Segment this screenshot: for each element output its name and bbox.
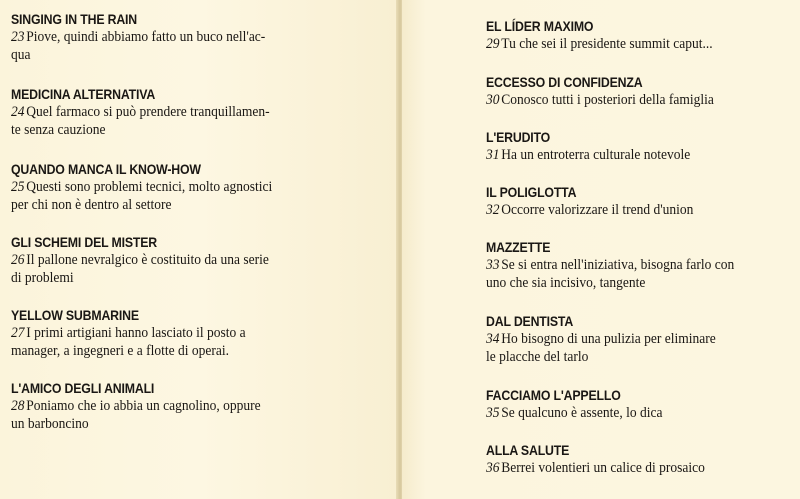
entry-25 <box>11 161 391 214</box>
entry-26 <box>11 234 391 287</box>
entry-35 <box>486 387 800 422</box>
entry-text-line: 27 I primi artigiani hanno lasciato il posto a <box>11 325 246 341</box>
entry-29 <box>486 18 800 53</box>
entry-number: 27 <box>11 325 25 341</box>
entry-number: 34 <box>486 331 500 347</box>
entry-title: IL POLIGLOTTA <box>486 184 577 200</box>
entry-title: QUANDO MANCA IL KNOW-HOW <box>11 161 201 177</box>
entry-number: 28 <box>11 398 25 414</box>
entry-27 <box>11 307 391 360</box>
entry-text-line: 25 Questi sono problemi tecnici, molto agnostici <box>11 179 273 195</box>
entry-number: 33 <box>486 257 500 273</box>
entry-32 <box>486 184 800 219</box>
entry-28 <box>11 380 391 433</box>
entry-text-line: 23 Piove, quindi abbiamo fatto un buco nell'ac- <box>11 29 266 45</box>
entry-text-line: 34 Ho bisogno di una pulizia per eliminare <box>486 331 716 347</box>
entry-number: 35 <box>486 405 500 421</box>
entry-number: 24 <box>11 104 25 120</box>
entry-31 <box>486 129 800 164</box>
entry-number: 25 <box>11 179 25 195</box>
entry-number: 36 <box>486 460 500 476</box>
entry-text-line: manager, a ingegneri e a flotte di operai. <box>11 343 229 359</box>
entry-text-line: per chi non è dentro al settore <box>11 197 172 213</box>
entry-text-line: 36 Berrei volentieri un calice di prosaico <box>486 460 705 476</box>
entry-title: DAL DENTISTA <box>486 313 574 329</box>
entry-text-line: 26 Il pallone nevralgico è costituito da una serie <box>11 252 269 268</box>
entry-text-line: 28 Poniamo che io abbia un cagnolino, oppure <box>11 398 261 414</box>
entry-text-line: 35 Se qualcuno è assente, lo dica <box>486 405 663 421</box>
entry-text-line: le placche del tarlo <box>486 349 589 365</box>
entry-text-line: 30 Conosco tutti i posteriori della famiglia <box>486 92 714 108</box>
entry-title: EL LÍDER MAXIMO <box>486 18 594 34</box>
entry-text-line: qua <box>11 47 31 63</box>
entry-title: L'ERUDITO <box>486 129 551 145</box>
right-page <box>402 0 800 499</box>
entry-text-line: 32 Occorre valorizzare il trend d'union <box>486 202 694 218</box>
entry-number: 23 <box>11 29 25 45</box>
entry-text-line: 33 Se si entra nell'iniziativa, bisogna farlo con <box>486 257 735 273</box>
entry-24 <box>11 86 391 139</box>
entry-text-line: uno che sia incisivo, tangente <box>486 275 646 291</box>
entry-text-line: 24 Quel farmaco si può prendere tranquillamen- <box>11 104 270 120</box>
entry-number: 32 <box>486 202 500 218</box>
left-page <box>0 0 398 499</box>
entry-text-line: un barboncino <box>11 416 89 432</box>
entry-number: 26 <box>11 252 25 268</box>
entry-text-line: te senza cauzione <box>11 122 106 138</box>
entry-33 <box>486 239 800 292</box>
entry-title: FACCIAMO L'APPELLO <box>486 387 621 403</box>
entry-number: 29 <box>486 36 500 52</box>
entry-text-line: di problemi <box>11 270 74 286</box>
entry-text-line: 29 Tu che sei il presidente summit caput... <box>486 36 713 52</box>
entry-23 <box>11 11 391 64</box>
entry-30 <box>486 74 800 109</box>
entry-text-line: 31 Ha un entroterra culturale notevole <box>486 147 691 163</box>
entry-title: GLI SCHEMI DEL MISTER <box>11 234 157 250</box>
entry-number: 30 <box>486 92 500 108</box>
entry-36 <box>486 442 800 477</box>
entry-title: ECCESSO DI CONFIDENZA <box>486 74 643 90</box>
entry-title: L'AMICO DEGLI ANIMALI <box>11 380 155 396</box>
entry-title: MEDICINA ALTERNATIVA <box>11 86 156 102</box>
entry-title: ALLA SALUTE <box>486 442 570 458</box>
entry-title: MAZZETTE <box>486 239 551 255</box>
entry-number: 31 <box>486 147 500 163</box>
entry-title: SINGING IN THE RAIN <box>11 11 138 27</box>
entry-title: YELLOW SUBMARINE <box>11 307 139 323</box>
entry-34 <box>486 313 800 366</box>
